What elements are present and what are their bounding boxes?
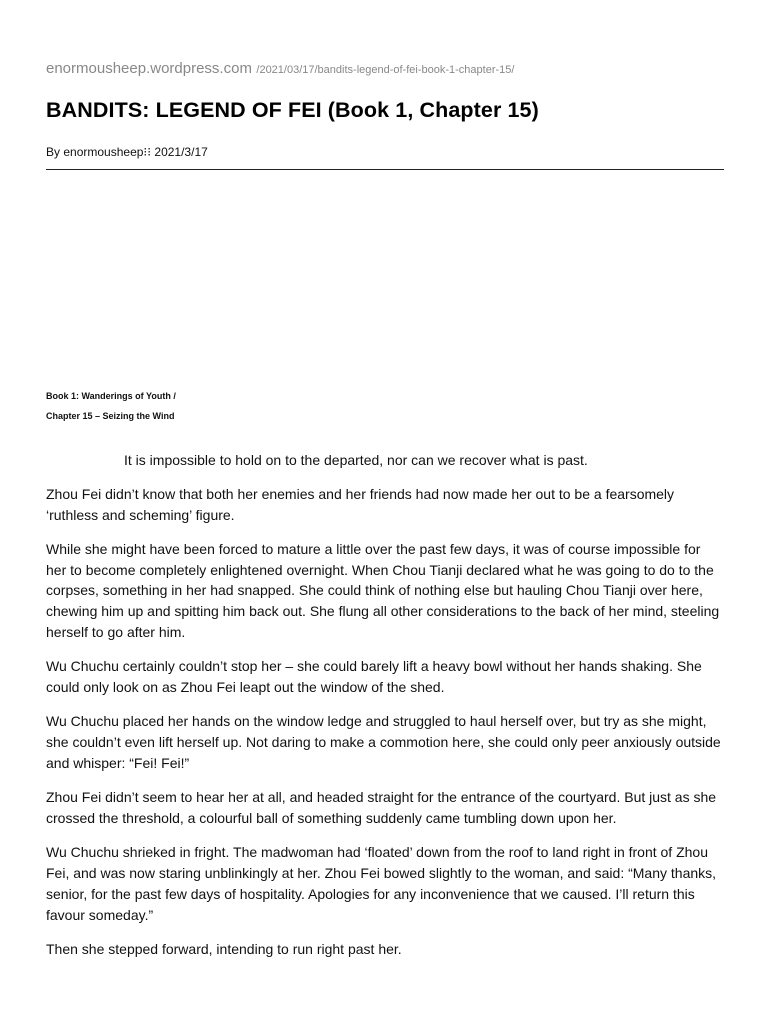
byline-prefix: By <box>46 145 61 159</box>
article-title: BANDITS: LEGEND OF FEI (Book 1, Chapter 15) <box>46 98 539 122</box>
source-url[interactable] <box>46 60 514 78</box>
epigraph: It is impossible to hold on to the departed, nor can we recover what is past. <box>124 452 588 468</box>
header-divider <box>46 169 724 170</box>
paragraph: Wu Chuchu shrieked in fright. The madwoman had ‘floated’ down from the roof to land right in front of Zhou Fei, and was now staring unblinkingly at her. Zhou Fei bowed slightly to the woman, and said: “Many thanks, senior, for the past few days of hospitality. Apologies for any inconvenience that we caused. I’ll return this favour someday.” <box>46 844 717 923</box>
source-path[interactable]: /2021/03/17/bandits-legend-of-fei-book-1-chapter-15/ <box>256 64 515 76</box>
paragraph: While she might have been forced to mature a little over the past few days, it was of course impossible for her to become completely enlightened overnight. When Chou Tianji declared what he was going to do to the corpses, something in her had snapped. She could think of nothing else but hauling Chou Tianji over here, chewing him up and spitting him back out. She flung all other considerations to the back of her mind, steeling herself to go after him. <box>46 540 720 641</box>
byline-author: enormousheep <box>63 145 144 159</box>
breadcrumb-book: Book 1: Wanderings of Youth / <box>46 391 176 401</box>
paragraph: Then she stepped forward, intending to run right past her. <box>46 941 402 958</box>
paragraph: Zhou Fei didn’t know that both her enemies and her friends had now made her out to be a fearsomely ‘ruthless and scheming’ figure. <box>46 485 675 523</box>
paragraph: Zhou Fei didn’t seem to hear her at all, and headed straight for the entrance of the courtyard. But just as she crossed the threshold, a colourful ball of something suddenly came tumbling down upon her. <box>46 789 717 827</box>
byline <box>46 145 208 159</box>
byline-date: 2021/3/17 <box>154 145 208 159</box>
paragraph: Wu Chuchu placed her hands on the window ledge and struggled to haul herself over, but try as she might, she couldn’t even lift herself up. Not daring to make a commotion here, she could only peer anxiously outside and whisper: “Fei! Fei!” <box>46 713 721 772</box>
breadcrumb-chapter: Chapter 15 – Seizing the Wind <box>46 411 175 421</box>
source-domain[interactable]: enormousheep.wordpress.com <box>46 60 252 77</box>
paragraph: Wu Chuchu certainly couldn’t stop her – she could barely lift a heavy bowl without her hands shaking. She could only look on as Zhou Fei leapt out the window of the shed. <box>46 658 702 696</box>
byline-separator: ⁝⁝ <box>143 145 152 159</box>
article-body <box>46 450 724 973</box>
